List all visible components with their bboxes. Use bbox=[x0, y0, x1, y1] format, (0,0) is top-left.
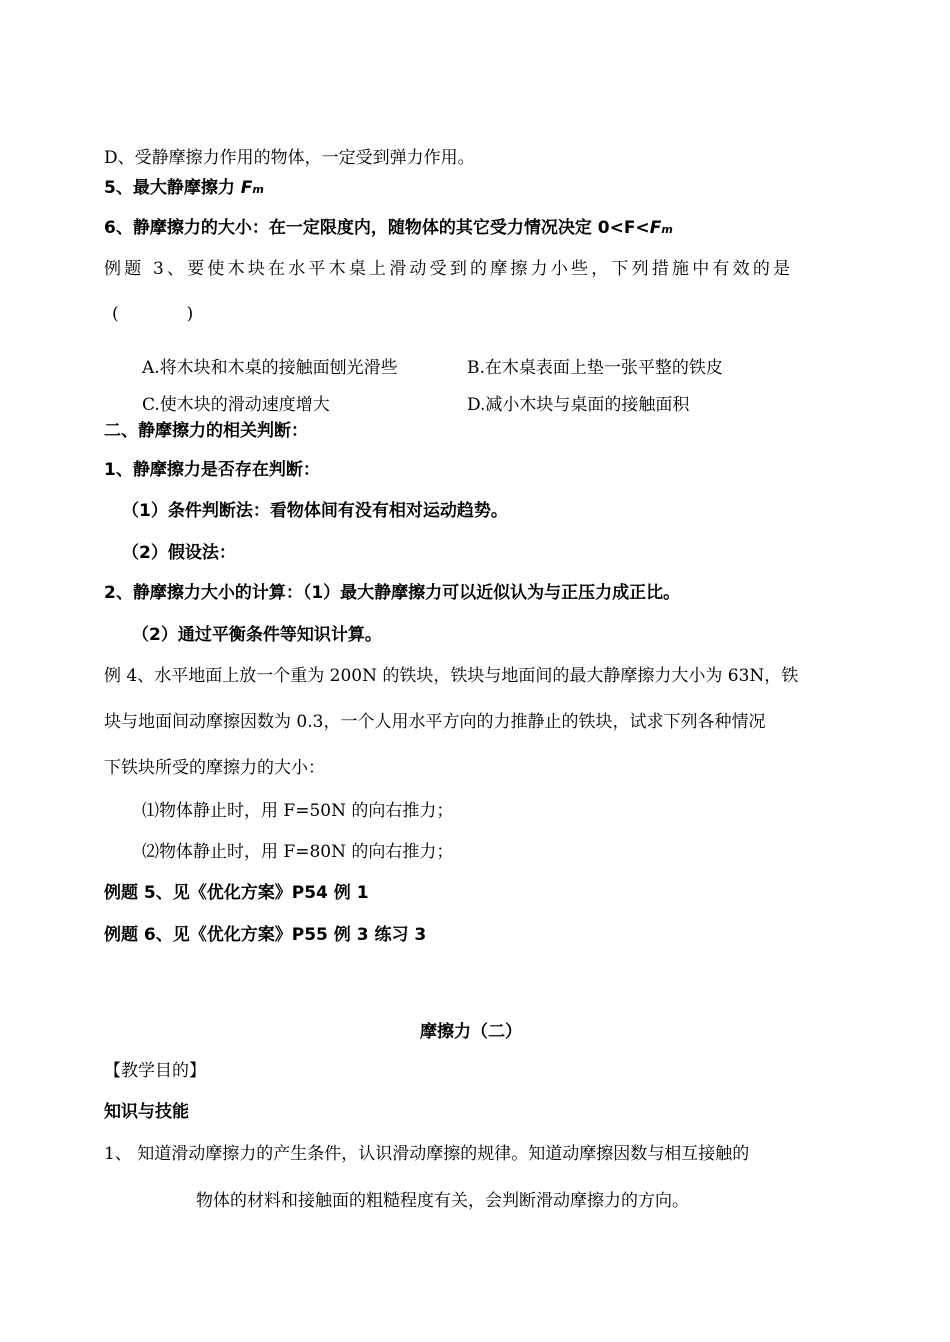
example-5-reference: 例题 5、见《优化方案》P54 例 1 bbox=[104, 883, 369, 903]
statement-d: D、受静摩擦力作用的物体，一定受到弹力作用。 bbox=[104, 148, 475, 168]
item-6-symbol-F: F bbox=[649, 218, 662, 238]
option-a: A.将木块和木桌的接触面刨光滑些 bbox=[142, 358, 398, 378]
example-3-answer-blank: ( ) bbox=[112, 304, 194, 324]
section-2-item-1: 1、静摩擦力是否存在判断： bbox=[104, 460, 320, 480]
section-title-friction-2: 摩擦力（二） bbox=[420, 1022, 522, 1042]
example-4-line-1: 例 4、水平地面上放一个重为 200N 的铁块，铁块与地面间的最大静摩擦力大小为 63N，铁 bbox=[104, 666, 799, 686]
section-2-item-2: 2、静摩擦力大小的计算：（1）最大静摩擦力可以近似认为与正压力成正比。 bbox=[104, 583, 681, 603]
section-2-title: 二、静摩擦力的相关判断： bbox=[104, 421, 308, 441]
knowledge-skills-heading: 知识与技能 bbox=[104, 1102, 189, 1122]
example-4-question-2: ⑵物体静止时，用 F=80N 的向右推力； bbox=[142, 842, 454, 862]
section-2-item-1-method-1: （1）条件判断法：看物体间有没有相对运动趋势。 bbox=[122, 501, 508, 521]
item-5-text: 5、最大静摩擦力 bbox=[104, 178, 241, 198]
knowledge-item-1-line-2: 物体的材料和接触面的粗糙程度有关，会判断滑动摩擦力的方向。 bbox=[196, 1191, 689, 1211]
option-d: D.减小木块与桌面的接触面积 bbox=[467, 395, 690, 415]
option-b: B.在木桌表面上垫一张平整的铁皮 bbox=[467, 358, 723, 378]
item-6-subscript: m bbox=[661, 223, 673, 236]
teaching-goals-heading: 【教学目的】 bbox=[104, 1061, 206, 1081]
item-5-symbol-F: F bbox=[240, 178, 253, 198]
option-c: C.使木块的滑动速度增大 bbox=[142, 395, 330, 415]
section-2-item-1-method-2: （2）假设法： bbox=[122, 543, 236, 563]
example-3-question: 例题 3、要使木块在水平木桌上滑动受到的摩擦力小些，下列措施中有效的是 bbox=[104, 259, 794, 279]
example-4-question-1: ⑴物体静止时，用 F=50N 的向右推力； bbox=[142, 801, 454, 821]
item-6-static-friction-magnitude bbox=[104, 220, 673, 237]
example-6-reference: 例题 6、见《优化方案》P55 例 3 练习 3 bbox=[104, 925, 427, 945]
item-5-max-static-friction bbox=[104, 180, 264, 197]
item-5-subscript: m bbox=[252, 183, 264, 196]
example-4-line-2: 块与地面间动摩擦因数为 0.3，一个人用水平方向的力推静止的铁块，试求下列各种情况 bbox=[104, 712, 766, 732]
example-4-line-3: 下铁块所受的摩擦力的大小： bbox=[104, 758, 325, 778]
section-2-item-2-method-2: （2）通过平衡条件等知识计算。 bbox=[132, 625, 382, 645]
item-6-text: 6、静摩擦力的大小：在一定限度内，随物体的其它受力情况决定 0<F< bbox=[104, 218, 650, 238]
knowledge-item-1-line-1: 1、 知道滑动摩擦力的产生条件，认识滑动摩擦的规律。知道动摩擦因数与相互接触的 bbox=[104, 1144, 750, 1164]
